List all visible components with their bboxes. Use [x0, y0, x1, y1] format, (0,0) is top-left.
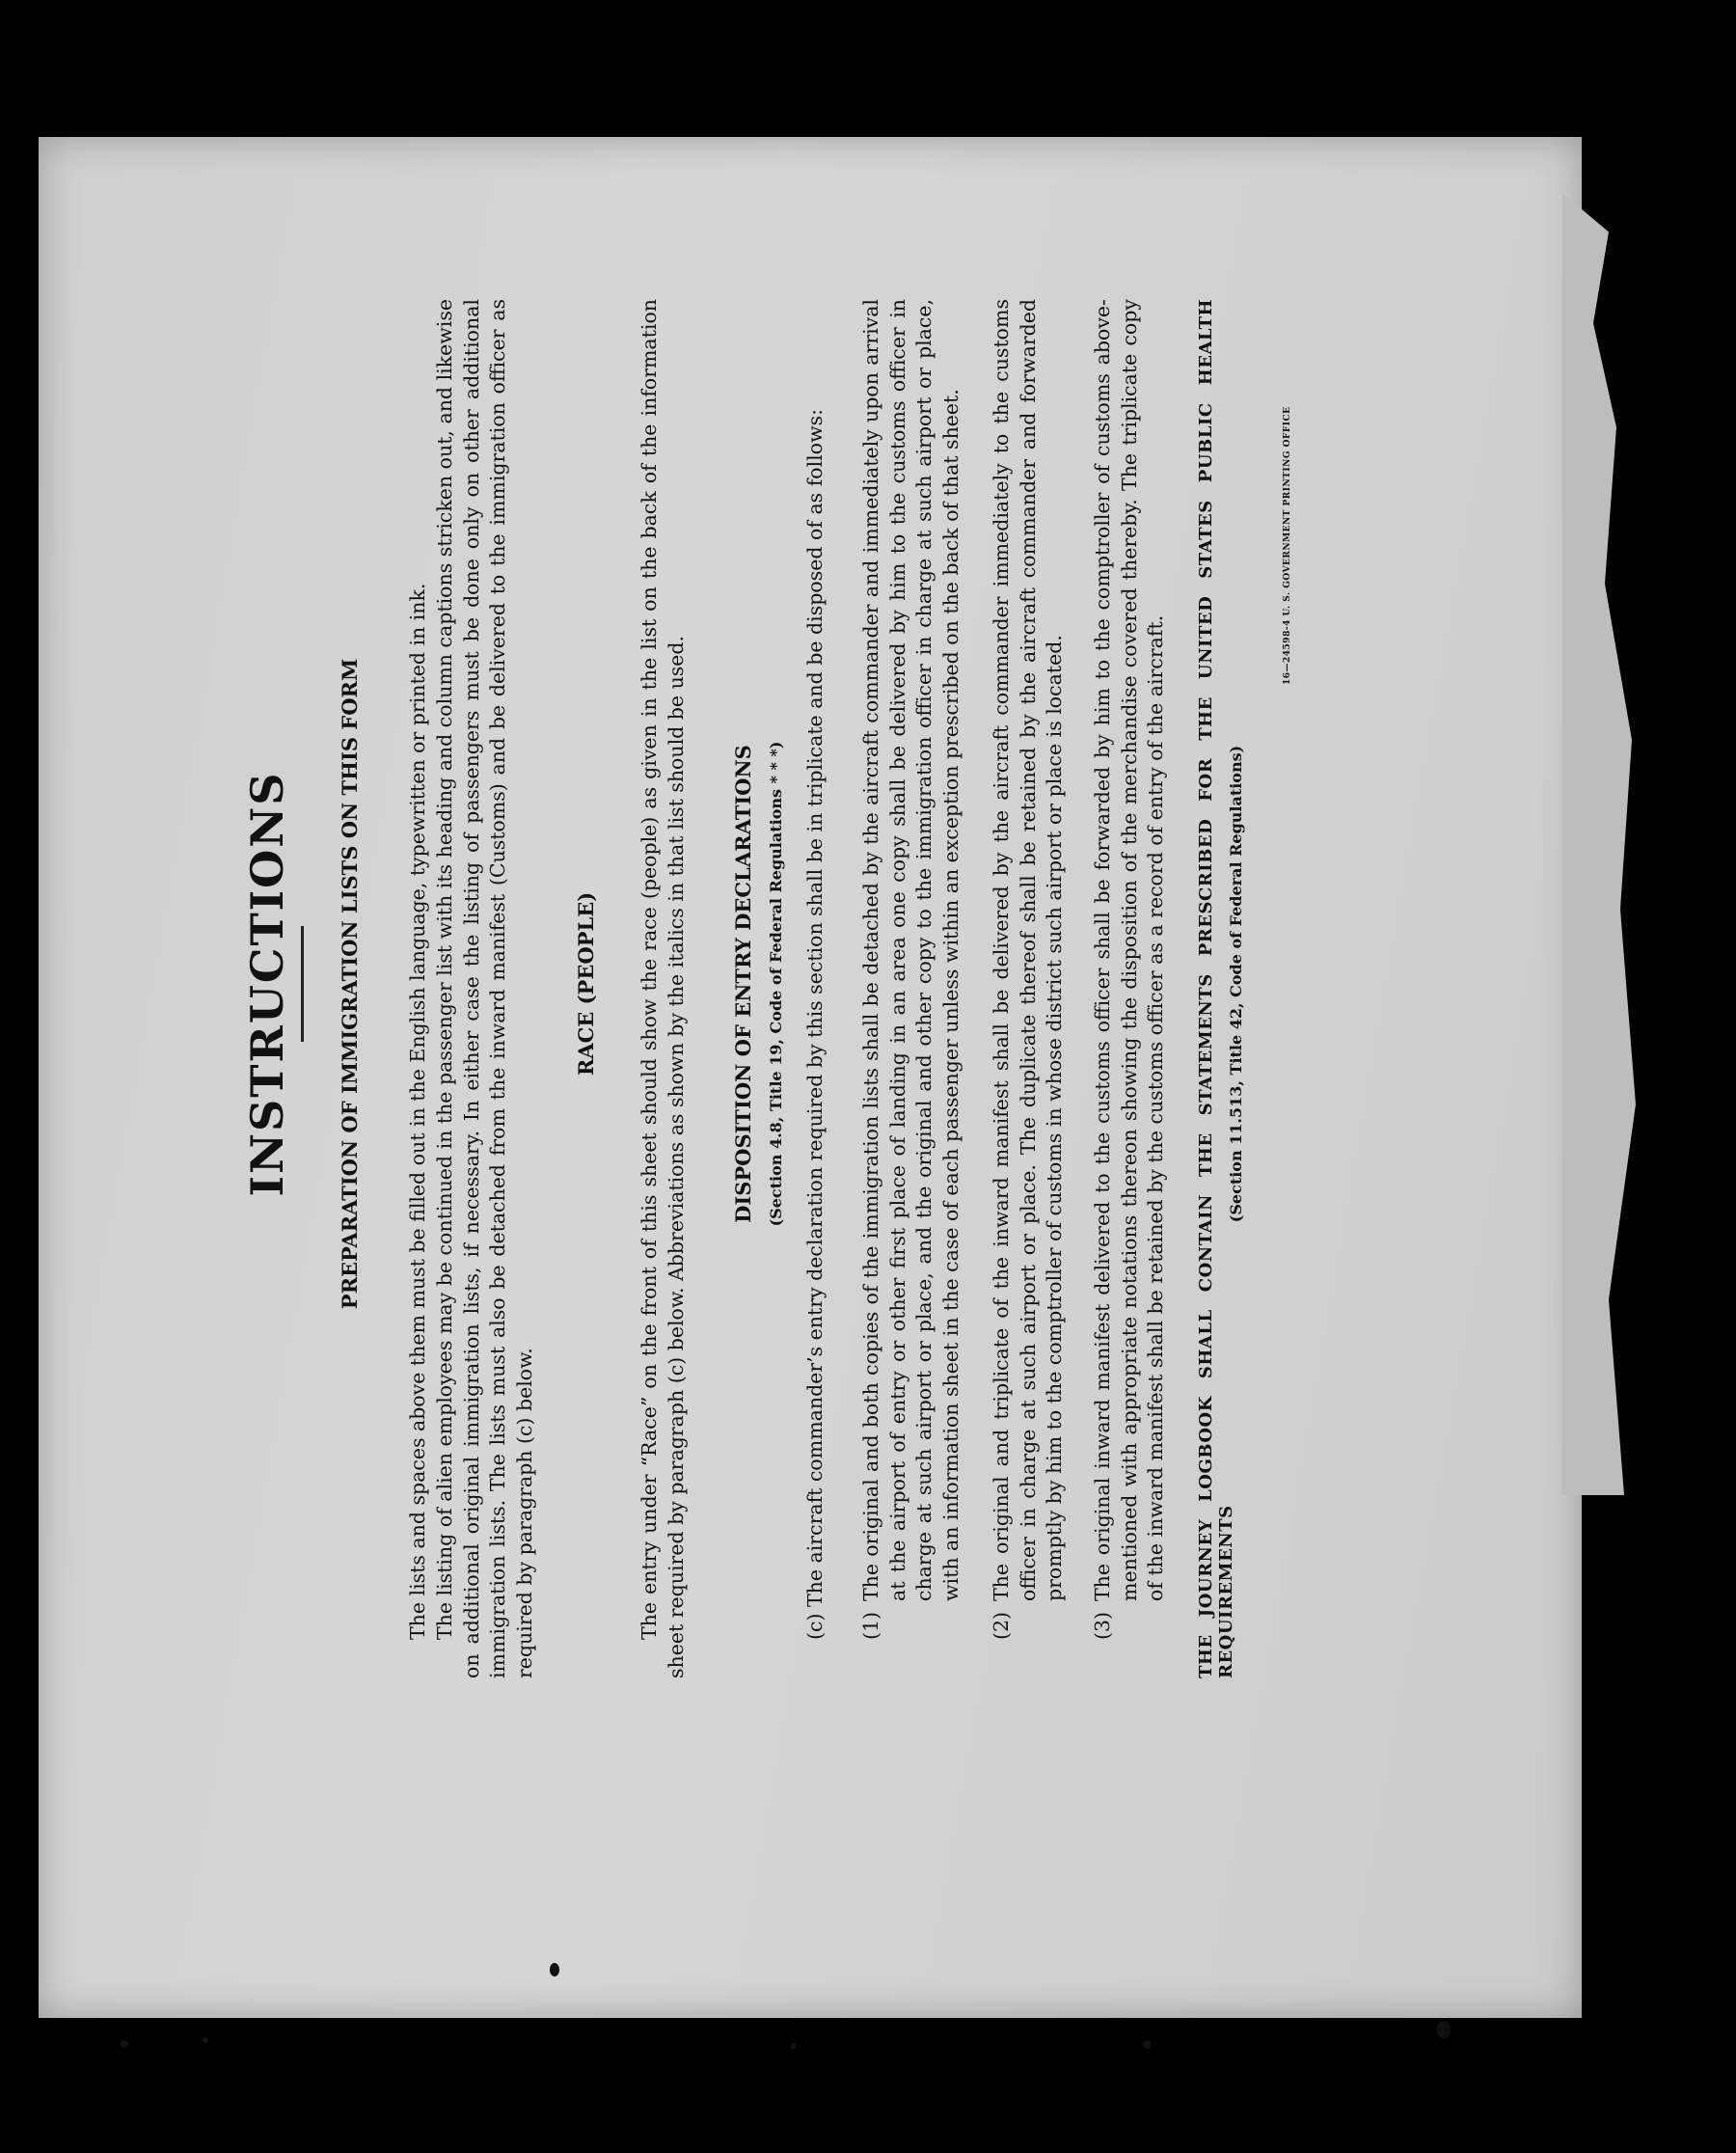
scan-mark — [121, 2040, 128, 2048]
list-item: The original and triplicate of the inward manifest shall be delivered by the aircraft commander immediately to the customs officer in charge at such airport or place. The duplicate thereof shall be retained by the aircraft commander and forwarded promptly by him to the comptroller of customs in whose district such airport or place is located. — [990, 299, 1066, 1601]
section-citation-title19: (Section 4.8, Title 19, Code of Federal Regulations * * *) — [767, 741, 785, 1227]
list-item: The original and both copies of the immigration lists shall be detached by the aircraft commander and immediately upon arrival at the airport of entry or other first place of landing in an area one copy shall be delivered by him to the customs officer in charge at such airport or place, and the original and other copy to the immigration officer in charge at such airport or place, with an information sheet in the case of each passenger unless within an exception prescribed on the back of that sheet. — [859, 299, 963, 1601]
rotated-content — [241, 232, 1418, 1736]
page-title: INSTRUCTIONS — [241, 771, 293, 1197]
paragraph-race-entry: The entry under “Race” on the front of this sheet should show the race (people) as given in the list on the back of the information sheet required by paragraph (c) below. Abbreviations as shown by the italics in that list should be used. — [637, 299, 688, 1678]
section-heading-disposition: DISPOSITION OF ENTRY DECLARATIONS — [731, 745, 755, 1223]
scan-mark — [1143, 2040, 1152, 2049]
list-item-number: (2) — [990, 1611, 1013, 1640]
section-heading-race: RACE (PEOPLE) — [574, 891, 598, 1076]
torn-page-edge — [1562, 193, 1640, 1495]
paragraph-alien-employees: The listing of alien employees may be continued in the passenger list with its heading and column captions stricken out, and likewise on additional original immigration lists, if necessary. In either case the listing of passengers must be done only on other additional immigration lists. The lists must also be detached from the inward manifest (Customs) and be delivered to the immigration officer as required by paragraph (c) below. — [433, 299, 536, 1678]
paragraph-entry-declaration: (c) The aircraft commander’s entry declaration required by this section shall be in triplicate and be disposed of as follows: — [803, 408, 827, 1640]
list-item-number: (3) — [1091, 1611, 1114, 1640]
scan-mark — [1437, 2021, 1451, 2038]
list-item: The original inward manifest delivered to the customs officer shall be forwarded by him to the comptroller of customs above-mentioned with appropriate notations thereon showing the disposition of the merchandise covered thereby. The triplicate copy of the inward manifest shall be retained by the customs officer as a record of entry of the aircraft. — [1091, 299, 1167, 1601]
list-item-number: (1) — [859, 1611, 882, 1640]
footer-citation: (Section 11.513, Title 42, Code of Federal Regulations) — [1227, 745, 1245, 1223]
scan-mark — [550, 1963, 559, 1976]
paragraph-lists-language: The lists and spaces above them must be filled out in the English language, typewritten or printed in ink. — [406, 583, 429, 1640]
footer-requirement-heading: THE JOURNEY LOGBOOK SHALL CONTAIN THE STATEMENTS PRESCRIBED FOR THE UNITED STATES PUBLIC HEALTH REQUIREMENTS — [1196, 299, 1236, 1678]
section-heading-preparation: PREPARATION OF IMMIGRATION LISTS ON THIS FORM — [338, 658, 362, 1310]
scan-mark — [203, 2037, 208, 2043]
printing-office-imprint: 16—24598-4 U. S. GOVERNMENT PRINTING OFFICE — [1283, 406, 1292, 685]
scan-mark — [791, 2043, 797, 2049]
title-underline — [301, 926, 304, 1042]
